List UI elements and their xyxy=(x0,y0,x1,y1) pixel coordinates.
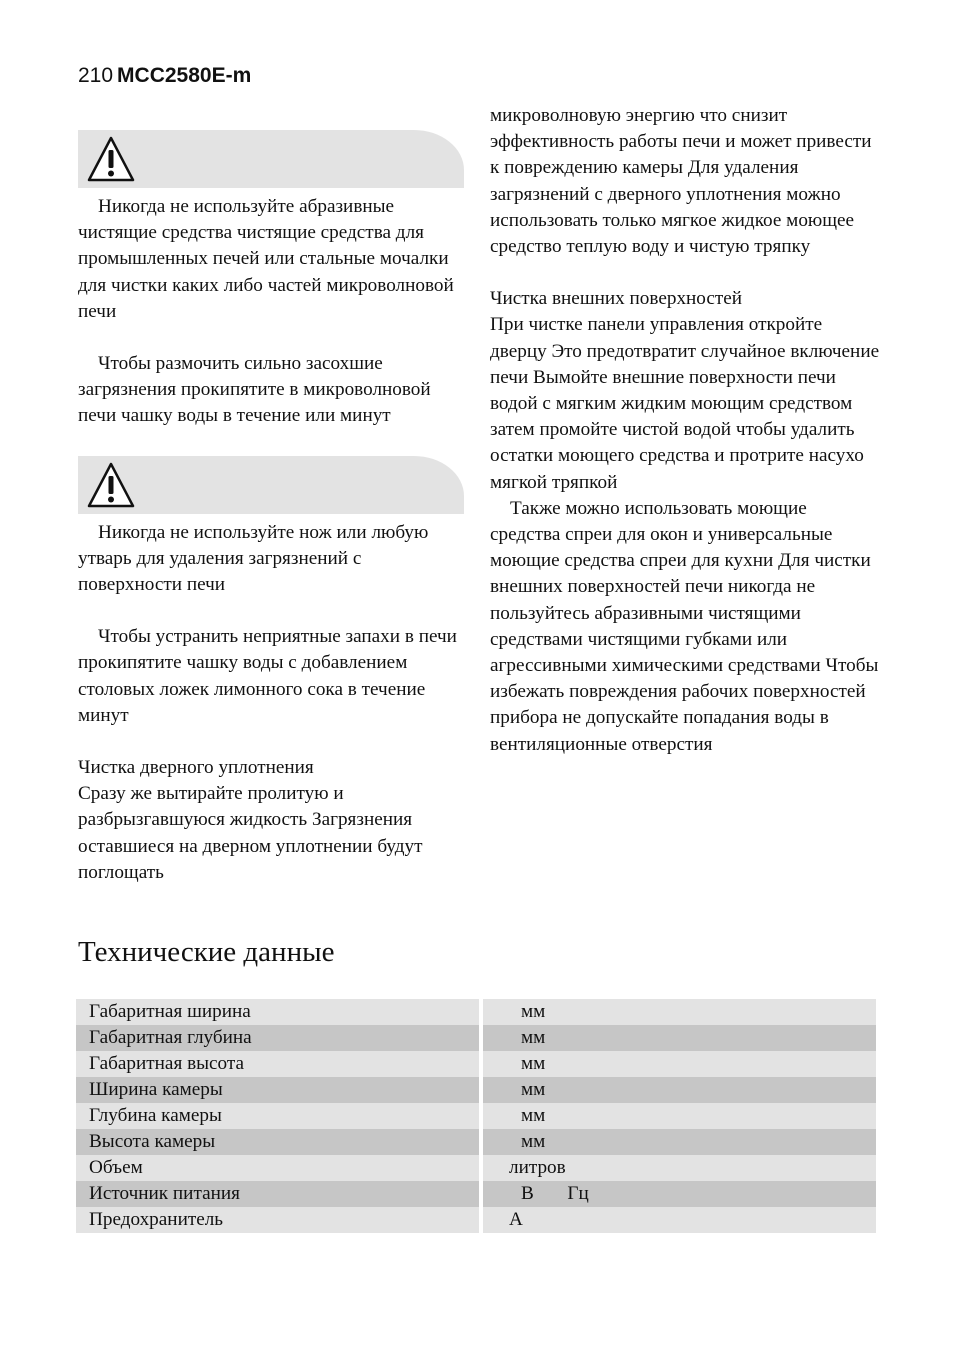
row-value: мм xyxy=(481,1103,876,1129)
table-row xyxy=(76,1207,876,1233)
row-value: мм xyxy=(481,1051,876,1077)
table-row xyxy=(76,1025,876,1051)
row-label: Габаритная ширина xyxy=(76,999,481,1025)
door-seal-text: Сразу же вытирайте пролитую и разбрызгавшуюся жидкость Загрязнения оставшиеся на дверном уплотнении будут поглощать xyxy=(78,783,423,883)
row-value: мм xyxy=(481,999,876,1025)
row-label: Габаритная глубина xyxy=(76,1025,481,1051)
page-header xyxy=(78,64,251,88)
warning-triangle-icon xyxy=(86,135,136,183)
exterior-heading: Чистка внешних поверхностей xyxy=(490,288,743,310)
row-value: В Гц xyxy=(481,1181,876,1207)
row-value: литров xyxy=(481,1155,876,1181)
right-column xyxy=(490,103,880,758)
row-label: Глубина камеры xyxy=(76,1103,481,1129)
sprays-paragraph: Также можно использовать моющие средства спреи для окон и универсальные моющие средства спреи для кухни Для чистки внешних поверхностей печи никогда не пользуйтесь абразивными чистящими средствами чистящими губками или агрессивными химическими средствами Чтобы избежать повреждения рабочих поверхностей прибора не допускайте попадания воды в вентиляционные отверстия xyxy=(490,497,879,755)
tech-data-table xyxy=(76,999,876,1233)
warning-triangle-icon xyxy=(86,461,136,509)
table-row xyxy=(76,1077,876,1103)
table-row xyxy=(76,1129,876,1155)
warning-1-text: Никогда не используйте абразивные чистящие средства чистящие средства для промышленных печей или стальные мочалки для чистки каких либо частей микроволновой печи xyxy=(78,196,454,322)
warning-box-2 xyxy=(78,456,464,514)
table-row xyxy=(76,1051,876,1077)
table-row xyxy=(76,1103,876,1129)
row-label: Объем xyxy=(76,1155,481,1181)
model-name: MCC2580E-m xyxy=(117,64,252,87)
table-row xyxy=(76,999,876,1025)
door-seal-heading: Чистка дверного уплотнения xyxy=(78,757,314,779)
row-value: мм xyxy=(481,1025,876,1051)
table-row xyxy=(76,1181,876,1207)
continued-paragraph: микроволновую энергию что снизит эффективность работы печи и может привести к повреждению камеры Для удаления загрязнений с дверного уплотнения можно использовать только мягкое жидкое моющее средство теплую воду и чистую тряпку xyxy=(490,105,872,258)
row-label: Предохранитель xyxy=(76,1207,481,1233)
row-value: А xyxy=(481,1207,876,1233)
odor-paragraph: Чтобы устранить неприятные запахи в печи прокипятите чашку воды с добавлением столовых ложек лимонного сока в течение минут xyxy=(78,626,457,726)
row-value: мм xyxy=(481,1129,876,1155)
page-number: 210 xyxy=(78,64,114,87)
row-value: мм xyxy=(481,1077,876,1103)
row-label: Габаритная высота xyxy=(76,1051,481,1077)
tech-data-title: Технические данные xyxy=(78,936,335,968)
warning-box-1 xyxy=(78,130,464,188)
exterior-paragraph: При чистке панели управления откройте дверцу Это предотвратит случайное включение печи Вымойте внешние поверхности печи водой с мягким жидким моющим средством затем промойте чистой водой чтобы удалить остатки моющего средства и протрите насухо мягкой тряпкой xyxy=(490,314,880,493)
left-column xyxy=(78,130,468,886)
row-label: Ширина камеры xyxy=(76,1077,481,1103)
warning-2-text: Никогда не используйте нож или любую утварь для удаления загрязнений с поверхности печи xyxy=(78,521,429,596)
row-label: Высота камеры xyxy=(76,1129,481,1155)
row-label: Источник питания xyxy=(76,1181,481,1207)
table-row xyxy=(76,1155,876,1181)
soak-paragraph: Чтобы размочить сильно засохшие загрязнения прокипятите в микроволновой печи чашку воды в течение или минут xyxy=(78,353,431,427)
